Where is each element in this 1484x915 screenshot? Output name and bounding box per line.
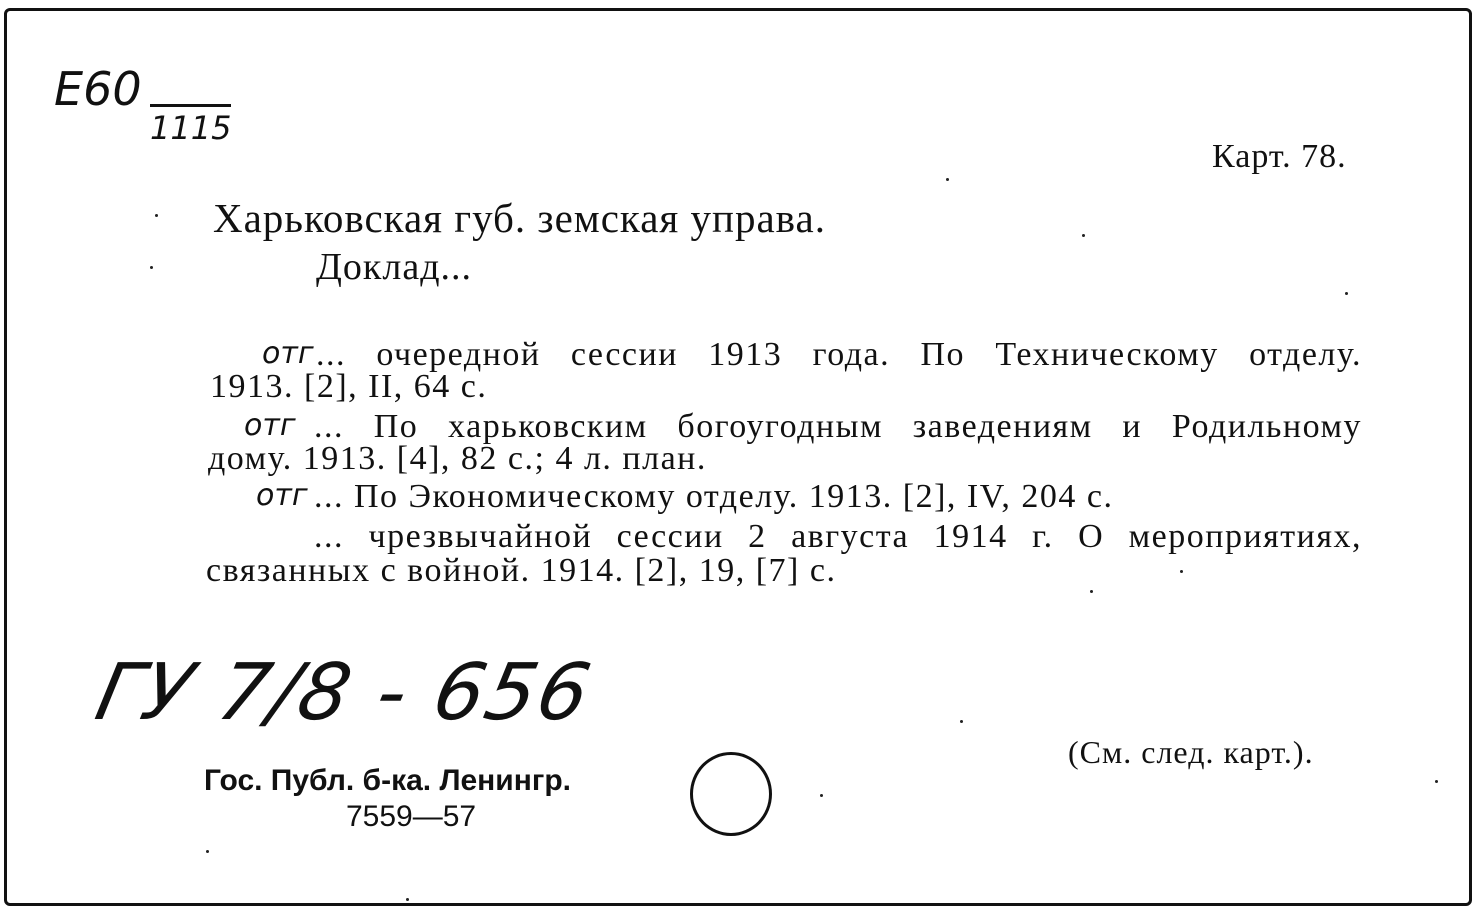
speck <box>1345 292 1348 295</box>
entry-line: ... очередной сессии 1913 года. По Техническому отделу. <box>316 336 1362 373</box>
handwritten-code: ГУ 7/8 - 656 <box>88 648 600 738</box>
subheading: Доклад... <box>316 246 473 288</box>
entry-line: ... По Экономическому отделу. 1913. [2], IV, 204 с. <box>314 478 1114 515</box>
call-number-main: E60 <box>54 62 142 116</box>
speck <box>1090 590 1093 593</box>
speck <box>946 178 949 181</box>
entry-line: связанных с войной. 1914. [2], 19, [7] с. <box>206 552 837 589</box>
stamp-number: 7559—57 <box>346 800 477 833</box>
call-number-sub <box>150 104 231 147</box>
entry-mark: отг <box>262 336 314 371</box>
speck <box>1435 780 1438 783</box>
card-label: Карт. 78. <box>1212 138 1347 175</box>
entry-mark: отг <box>244 408 296 443</box>
entry-mark: отг <box>256 478 308 513</box>
speck <box>206 850 209 853</box>
library-stamp: Гос. Публ. б-ка. Ленингр. <box>204 764 572 797</box>
entry-line: ... По харьковским богоугодным заведениям и Родильному <box>314 408 1362 445</box>
heading: Харьковская губ. земская управа. <box>213 195 826 241</box>
entry-line: 1913. [2], II, 64 с. <box>210 368 488 405</box>
speck <box>406 898 409 901</box>
call-number <box>54 62 142 116</box>
entry-line: ... чрезвычайной сессии 2 августа 1914 г. О мероприятиях, <box>314 518 1362 555</box>
speck <box>820 794 823 797</box>
speck <box>960 720 963 723</box>
punch-hole <box>690 752 772 836</box>
call-number-sub-text: 1115 <box>150 109 232 147</box>
speck <box>1082 234 1085 237</box>
speck <box>150 266 153 269</box>
entry-line: дому. 1913. [4], 82 с.; 4 л. план. <box>208 440 707 477</box>
speck <box>155 214 158 217</box>
speck <box>1180 570 1183 573</box>
continuation-note: (См. след. карт.). <box>1068 734 1314 770</box>
